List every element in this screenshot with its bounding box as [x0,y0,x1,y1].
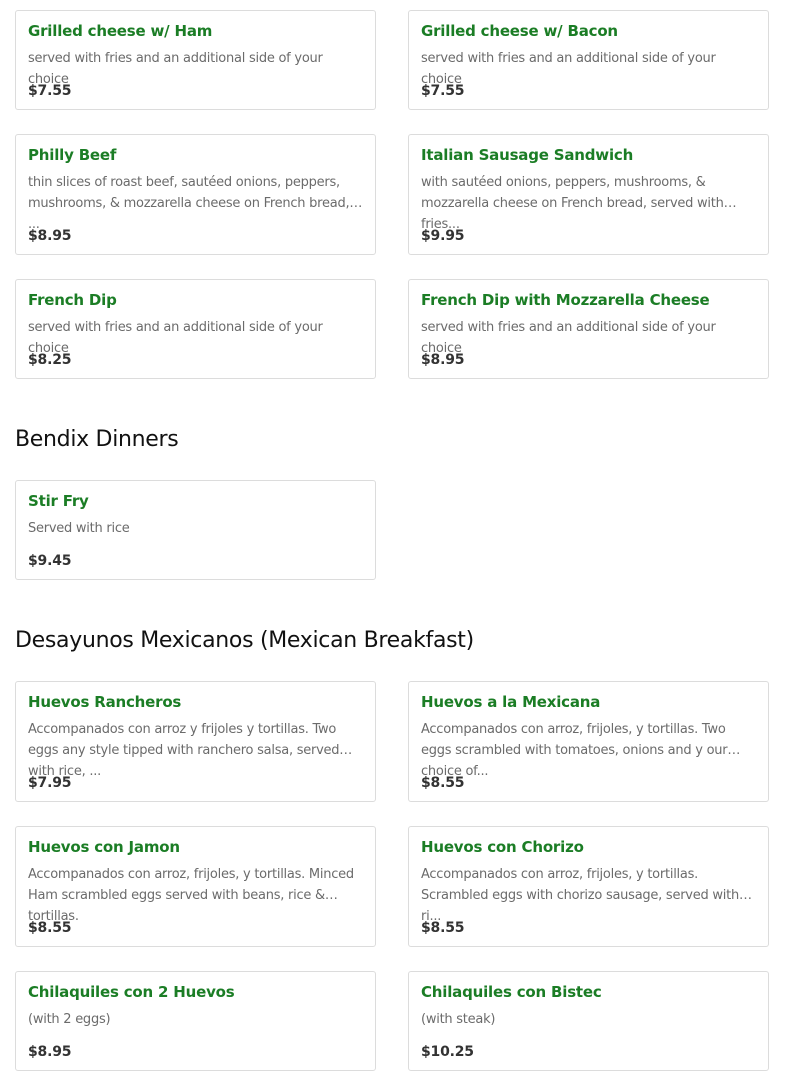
section-title-desayunos-mexicanos: Desayunos Mexicanos (Mexican Breakfast) [15,628,474,653]
menu-item-price: $8.95 [28,1044,72,1060]
menu-item-description: served with fries and an additional side of your choice [28,51,323,87]
menu-item-card[interactable] [408,134,769,255]
menu-item-name: Huevos con Jamon [28,838,180,856]
section-title-bendix-dinners: Bendix Dinners [15,427,179,452]
menu-item-description: thin slices of roast beef, sautéed onions, peppers, mushrooms, & mozzarella cheese on French bread, ... [28,175,350,232]
menu-item-name: Grilled cheese w/ Ham [28,22,213,40]
menu-item-price: $10.25 [421,1044,474,1060]
menu-item-name: Huevos a la Mexicana [421,693,601,711]
menu-item-card[interactable] [15,10,376,110]
menu-item-description: (with 2 eggs) [28,1012,111,1027]
menu-item-description: served with fries and an additional side of your choice [421,320,716,356]
menu-item-card[interactable] [408,826,769,947]
menu-item-price: $8.95 [421,352,465,368]
menu-item-card[interactable] [408,971,769,1071]
menu-item-name: French Dip with Mozzarella Cheese [421,291,710,309]
menu-item-name: Huevos Rancheros [28,693,182,711]
menu-item-card[interactable] [15,134,376,255]
menu-item-price: $7.95 [28,775,72,791]
menu-item-name: Grilled cheese w/ Bacon [421,22,618,40]
menu-item-price: $8.25 [28,352,72,368]
menu-item-name: Chilaquiles con Bistec [421,983,602,1001]
menu-item-description: Served with rice [28,521,130,536]
menu-item-card[interactable] [15,480,376,580]
menu-item-description: with sautéed onions, peppers, mushrooms, & mozzarella cheese on French bread, served with fries... [421,175,724,232]
menu-item-name: French Dip [28,291,117,309]
menu-item-price: $7.55 [28,83,72,99]
menu-item-card[interactable] [15,971,376,1071]
menu-item-price: $7.55 [421,83,465,99]
menu-item-name: Chilaquiles con 2 Huevos [28,983,235,1001]
menu-item-description: served with fries and an additional side of your choice [28,320,323,356]
menu-item-description: Accompanados con arroz, frijoles, y tortillas. Minced Ham scrambled eggs served with beans, rice & tortillas. [28,867,354,924]
menu-item-card[interactable] [15,279,376,379]
menu-item-card[interactable] [15,681,376,802]
menu-item-name: Huevos con Chorizo [421,838,584,856]
menu-item-name: Italian Sausage Sandwich [421,146,634,164]
menu-item-price: $9.45 [28,553,72,569]
menu-item-card[interactable] [408,681,769,802]
menu-item-price: $8.55 [421,920,465,936]
menu-item-price: $8.95 [28,228,72,244]
menu-item-name: Stir Fry [28,492,89,510]
menu-item-description: served with fries and an additional side of your choice [421,51,716,87]
menu-item-price: $8.55 [421,775,465,791]
menu-item-description: Accompanados con arroz, frijoles, y tortillas. Scrambled eggs with chorizo sausage, served with ri... [421,867,739,924]
menu-item-description: Accompanados con arroz y frijoles y tortillas. Two eggs any style tipped with ranchero salsa, served with rice, ... [28,722,340,779]
menu-item-card[interactable] [408,279,769,379]
menu-item-card[interactable] [408,10,769,110]
menu-item-description: Accompanados con arroz, frijoles, y tortillas. Two eggs scrambled with tomatoes, onions and y our choice of... [421,722,728,779]
menu-item-price: $9.95 [421,228,465,244]
menu-item-description: (with steak) [421,1012,496,1027]
menu-item-name: Philly Beef [28,146,117,164]
menu-item-price: $8.55 [28,920,72,936]
menu-item-card[interactable] [15,826,376,947]
